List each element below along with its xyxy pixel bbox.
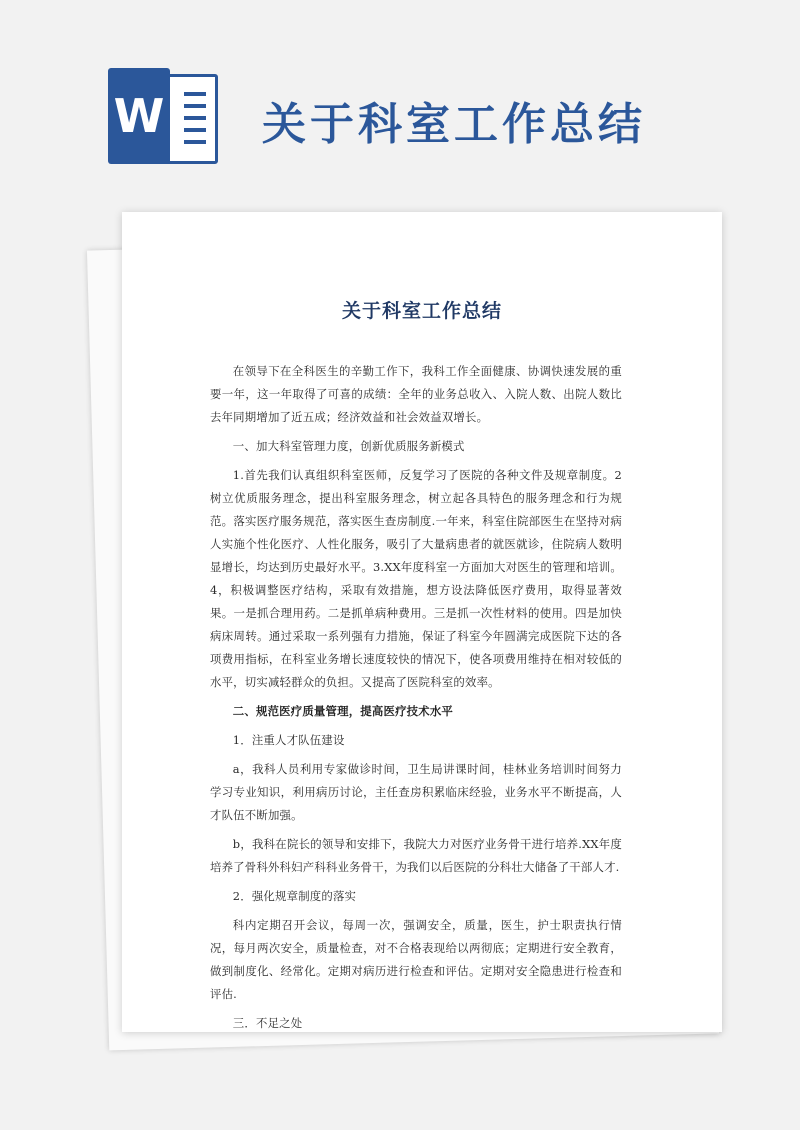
section1-paragraph: 1.首先我们认真组织科室医师，反复学习了医院的各种文件及规章制度。2树立优质服务理念，提出科室服务理念，树立起各具特色的服务理念和行为规范。落实医疗服务规范，落实医生查房制度.一年来，科室住院部医生在坚持对病人实施个性化医疗、人性化服务，吸引了大量病患者的就医就诊，住院病人数明显增长，均达到历史最好水平。3.XX年度科室一方面加大对医生的管理和培训。4，积极调整医疗结构，采取有效措施，想方设法降低医疗费用，取得显著效果。一是抓合理用药。二是抓单病种费用。三是抓一次性材料的使用。四是加快病床周转。通过采取一系列强有力措施，保证了科室今年圆满完成医院下达的各项费用指标，在科室业务增长速度较快的情况下，使各项费用维持在相对较低的水平，切实减轻群众的负担。又提高了医院科室的效率。: [210, 468, 622, 689]
section2-subheading-2: 2．强化规章制度的落实: [232, 889, 357, 903]
word-logo-letter: W: [108, 68, 170, 164]
word-line-icon: [184, 140, 206, 144]
section3-heading: 三．不足之处: [232, 1016, 303, 1030]
word-document-icon: [108, 68, 216, 164]
banner-title: 关于科室工作总结: [262, 99, 646, 150]
document-title: 关于科室工作总结: [341, 300, 502, 322]
section2-heading: 二、规范医疗质量管理，提高医疗技术水平: [232, 704, 454, 718]
section2-paragraph-a: a，我科人员利用专家做诊时间，卫生局讲课时间，桂林业务培训时间努力学习专业知识，利用病历讨论，主任查房积累临床经验，业务水平不断提高，人才队伍不断加强。: [210, 762, 622, 822]
word-line-icon: [184, 104, 206, 108]
word-line-icon: [184, 128, 206, 132]
intro-paragraph: 在领导下在全科医生的辛勤工作下，我科工作全面健康、协调快速发展的重要一年，这一年取得了可喜的成绩：全年的业务总收入、入院人数、出院人数比去年同期增加了近五成；经济效益和社会效益双增长。: [210, 364, 622, 424]
word-line-icon: [184, 92, 206, 96]
word-line-icon: [184, 116, 206, 120]
banner-header: [0, 0, 800, 200]
section2-subheading-1: 1．注重人才队伍建设: [232, 733, 345, 747]
section1-heading: 一、加大科室管理力度，创新优质服务新模式: [232, 439, 465, 453]
section2-paragraph-b: b，我科在院长的领导和安排下，我院大力对医疗业务骨干进行培养.XX年度培养了骨科外科妇产科科业务骨干，为我们以后医院的分科壮大储备了干部人才.: [210, 837, 622, 874]
section2-paragraph-c: 科内定期召开会议，每周一次，强调安全，质量，医生，护士职责执行情况，每月两次安全，质量检查，对不合格表现给以两彻底；定期进行安全教育，做到制度化、经常化。定期对病历进行检查和评估。定期对安全隐患进行检查和评估.: [210, 918, 622, 1001]
document-body: [210, 360, 622, 1041]
document-page: [122, 212, 722, 1032]
